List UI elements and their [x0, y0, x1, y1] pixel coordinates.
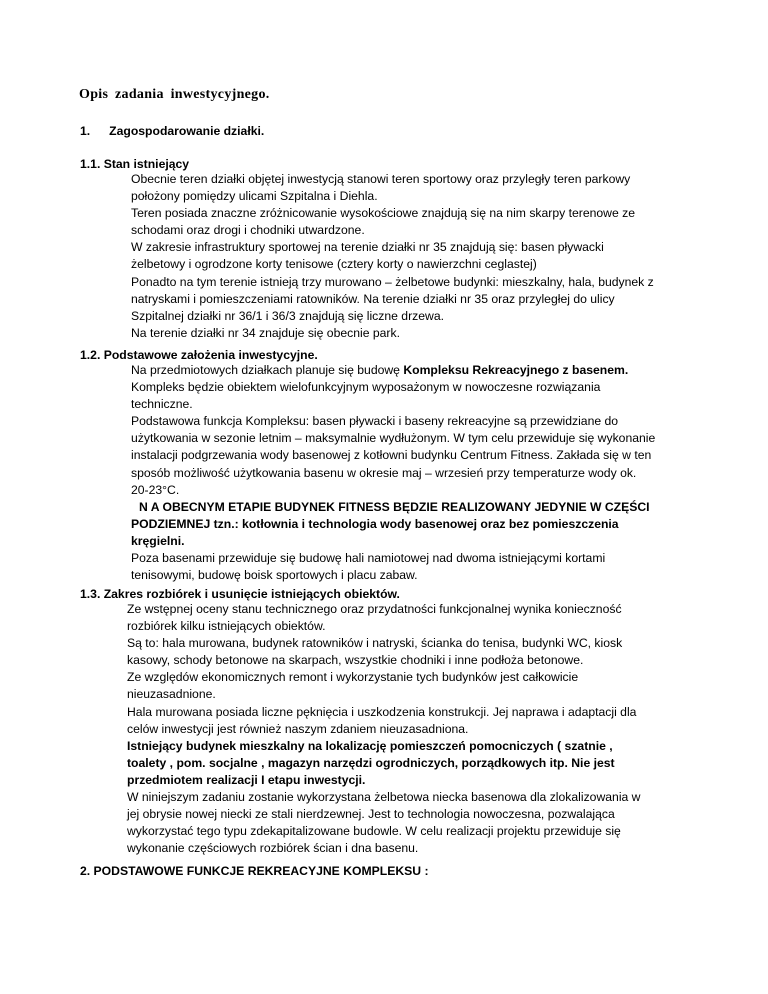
section-2-heading: 2. PODSTAWOWE FUNKCJE REKREACYJNE KOMPLEKSU :	[80, 864, 429, 878]
section-1-1-body	[131, 171, 654, 342]
text-line: tenisowymi, budowę boisk sportowych i placu zabaw.	[131, 568, 418, 583]
text-line: Podstawowa funkcja Kompleksu: basen pływacki i baseny rekreacyjne są przewidziane do	[131, 414, 619, 429]
document-title: Opis zadania inwestycyjnego.	[79, 87, 270, 102]
section-1-number: 1.	[80, 124, 91, 138]
text-line: nieuzasadnione.	[127, 687, 216, 702]
emphasis-line: N A OBECNYM ETAPIE BUDYNEK FITNESS BĘDZIE REALIZOWANY JEDYNIE W CZĘŚCI	[139, 499, 650, 514]
text-line: instalacji podgrzewania wody basenowej z kotłowni budynku Centrum Fitness. Zakłada się w ten	[131, 448, 652, 463]
text-line: techniczne.	[131, 397, 193, 412]
text-line: położony pomiędzy ulicami Szpitalna i Diehla.	[131, 189, 378, 204]
text-line: Ze wstępnej oceny stanu technicznego oraz przydatności funkcjonalnej wynika konieczność	[127, 602, 622, 616]
section-1-1-heading: 1.1. Stan istniejący	[80, 157, 190, 171]
emphasis-line: przedmiotem realizacji I etapu inwestycji.	[127, 772, 366, 787]
text-line: W zakresie infrastruktury sportowej na terenie działki nr 35 znajdują się: basen pływacki	[131, 240, 604, 255]
text-line: żelbetowy i ogrodzone korty tenisowe (cztery korty o nawierzchni ceglastej)	[131, 257, 537, 272]
text-line: schodami oraz drogi i chodniki utwardzone.	[131, 223, 365, 238]
text-line: rozbiórek kilku istniejących obiektów.	[127, 619, 326, 634]
text-line: wykorzystać tego typu zdekapitalizowane budowle. W celu realizacji projektu przewiduje się	[127, 824, 621, 839]
text-line	[131, 362, 655, 379]
emphasis-line: Istniejący budynek mieszkalny na lokalizację pomieszczeń pomocniczych ( szatnie ,	[127, 738, 613, 753]
section-1-title: Zagospodarowanie działki.	[109, 124, 265, 138]
text-span: Na przedmiotowych działkach planuje się budowę	[131, 363, 404, 377]
project-name-bold: Kompleksu Rekreacyjnego z basenem.	[403, 363, 629, 377]
text-line: Ponadto na tym terenie istnieją trzy murowano – żelbetowe budynki: mieszkalny, hala, budynek z	[131, 274, 654, 289]
text-line: Teren posiada znaczne zróżnicowanie wysokościowe znajdują się na nim skarpy terenowe ze	[131, 206, 636, 221]
text-line: Obecnie teren działki objętej inwestycją stanowi teren sportowy oraz przyległy teren parkowy	[131, 172, 631, 186]
text-line: Na terenie działki nr 34 znajduje się obecnie park.	[131, 325, 400, 340]
emphasis-line: PODZIEMNEJ tzn.: kotłownia i technologia wody basenowej oraz bez pomieszczenia	[131, 516, 619, 531]
text-line: kasowy, schody betonowe na skarpach, wszystkie chodniki i inne podłoża betonowe.	[127, 653, 584, 668]
text-line: Są to: hala murowana, budynek ratowników i natryski, ścianka do tenisa, budynki WC, kiosk	[127, 636, 623, 651]
text-line: 20-23°C.	[131, 482, 180, 497]
text-line: Szpitalnej działki nr 36/1 i 36/3 znajdują się liczne drzewa.	[131, 308, 444, 323]
text-line: użytkowania w sezonie letnim – maksymalnie wydłużonym. W tym celu przewiduje się wykonanie	[131, 431, 656, 446]
text-line: natryskami i pomieszczeniami ratowników. Na terenie działki nr 35 oraz przyległej do ulicy	[131, 291, 615, 306]
text-line: Kompleks będzie obiektem wielofunkcyjnym wyposażonym w nowoczesne rozwiązania	[131, 380, 601, 395]
emphasis-line: kręgielni.	[131, 533, 185, 548]
section-1-3-body	[127, 601, 641, 857]
text-line: wykonanie częściowych rozbiórek ścian i dna basenu.	[127, 841, 419, 856]
section-1-3-heading: 1.3. Zakres rozbiórek i usunięcie istniejących obiektów.	[80, 587, 400, 601]
text-line: celów inwestycji jest również naszym zdaniem nieuzasadniona.	[127, 721, 469, 736]
emphasis-line: toalety , pom. socjalne , magazyn narzędzi ogrodniczych, porządkowych itp. Nie jest	[127, 755, 615, 770]
text-line: Ze względów ekonomicznych remont i wykorzystanie tych budynków jest całkowicie	[127, 670, 579, 685]
section-1-heading	[80, 124, 264, 138]
text-line: Poza basenami przewiduje się budowę hali namiotowej nad dwoma istniejącymi kortami	[131, 551, 606, 566]
text-line: sposób możliwość użytkowania basenu w okresie maj – wrzesień przy temperaturze wody ok.	[131, 465, 637, 480]
text-line: jej obrysie nowej niecki ze stali nierdzewnej. Jest to technologia nowoczesna, pozwalająca	[127, 807, 615, 822]
text-line: Hala murowana posiada liczne pęknięcia i uszkodzenia konstrukcji. Jej naprawa i adaptacji dla	[127, 704, 637, 719]
section-1-2-heading: 1.2. Podstawowe założenia inwestycyjne.	[80, 348, 318, 362]
text-line: W niniejszym zadaniu zostanie wykorzystana żelbetowa niecka basenowa dla zlokalizowania w	[127, 790, 641, 805]
section-1-2-body	[131, 362, 655, 584]
